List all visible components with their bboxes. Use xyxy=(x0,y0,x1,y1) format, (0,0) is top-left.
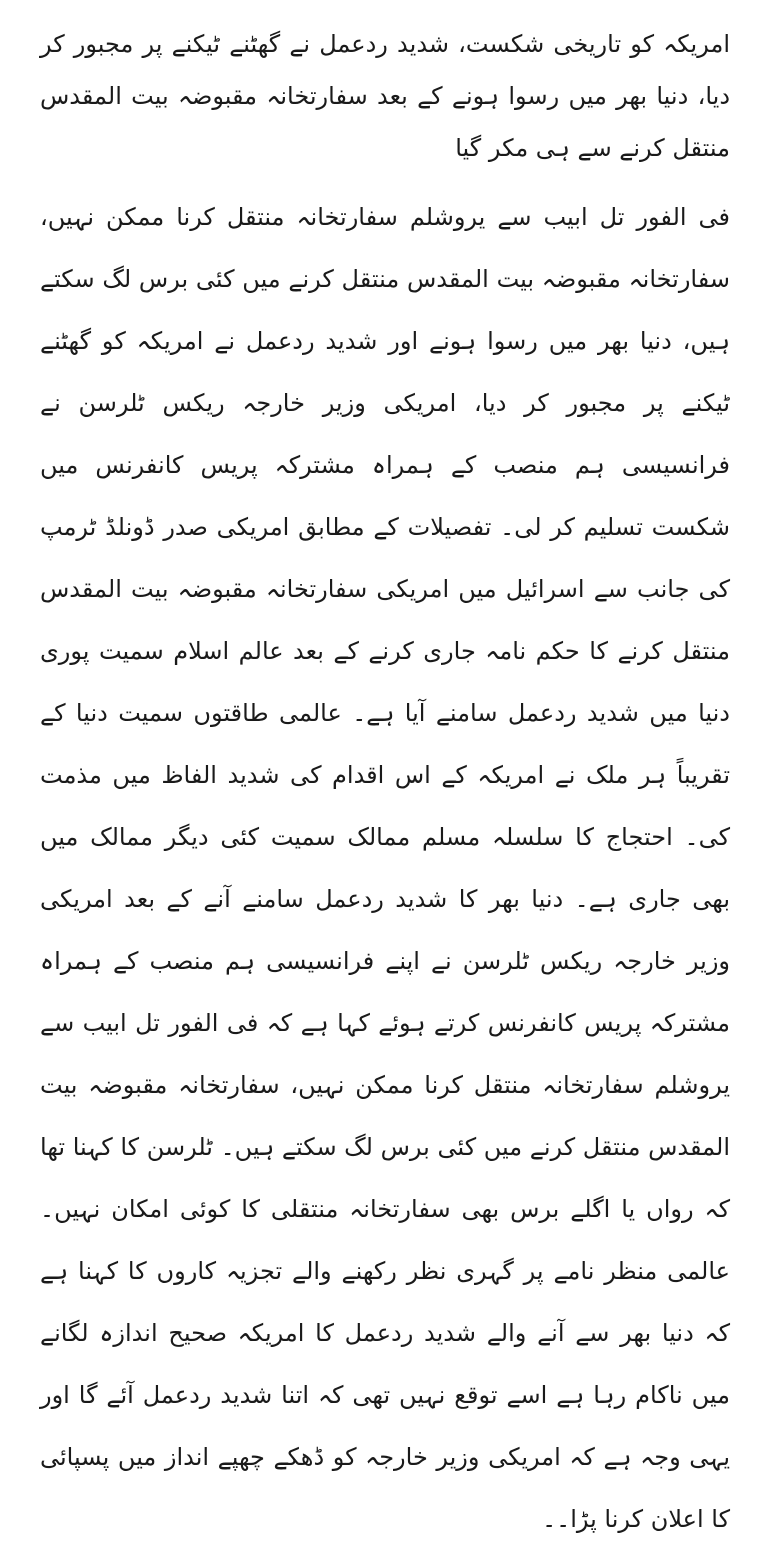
article-body: فی الفور تل ابیب سے یروشلم سفارتخانہ منتقل کرنا ممکن نہیں، سفارتخانہ مقبوضہ بیت المقدس منتقل کرنے میں کئی برس لگ سکتے ہیں، دنیا بھر میں رسوا ہونے اور شدید ردعمل نے امریکہ کو گھٹنے ٹیکنے پر مجبور کر دیا، امریکی وزیر خارجہ ریکس ٹلرسن نے فرانسیسی ہم منصب کے ہمراہ مشترکہ پریس کانفرنس میں شکست تسلیم کر لی۔ تفصیلات کے مطابق امریکی صدر ڈونلڈ ٹرمپ کی جانب سے اسرائیل میں امریکی سفارتخانہ مقبوضہ بیت المقدس منتقل کرنے کا حکم نامہ جاری کرنے کے بعد عالم اسلام سمیت پوری دنیا میں شدید ردعمل سامنے آیا ہے۔ عالمی طاقتوں سمیت دنیا کے تقریباً ہر ملک نے امریکہ کے اس اقدام کی شدید الفاظ میں مذمت کی۔ احتجاج کا سلسلہ مسلم ممالک سمیت کئی دیگر ممالک میں بھی جاری ہے۔ دنیا بھر کا شدید ردعمل سامنے آنے کے بعد امریکی وزیر خارجہ ریکس ٹلرسن نے اپنے فرانسیسی ہم منصب کے ہمراہ مشترکہ پریس کانفرنس کرتے ہوئے کہا ہے کہ فی الفور تل ابیب سے یروشلم سفارتخانہ منتقل کرنا ممکن نہیں، سفارتخانہ مقبوضہ بیت المقدس منتقل کرنے میں کئی برس لگ سکتے ہیں۔ ٹلرسن کا کہنا تھا کہ رواں یا اگلے برس بھی سفارتخانہ منتقلی کا کوئی امکان نہیں۔ عالمی منظر نامے پر گہری نظر رکھنے والے تجزیہ کاروں کا کہنا ہے کہ دنیا بھر سے آنے والے شدید ردعمل کا امریکہ صحیح اندازہ لگانے میں ناکام رہا ہے اسے توقع نہیں تھی کہ اتنا شدید ردعمل آئے گا اور یہی وجہ ہے کہ امریکی وزیر خارجہ کو ڈھکے چھپے انداز میں پسپائی کا اعلان کرنا پڑا۔۔ xyxy=(40,203,730,1533)
article xyxy=(40,18,730,1550)
article-headline: امریکہ کو تاریخی شکست، شدید ردعمل نے گھٹنے ٹیکنے پر مجبور کر دیا، دنیا بھر میں رسوا ہونے کے بعد سفارتخانہ مقبوضہ بیت المقدس منتقل کرنے سے ہی مکر گیا xyxy=(40,30,730,162)
